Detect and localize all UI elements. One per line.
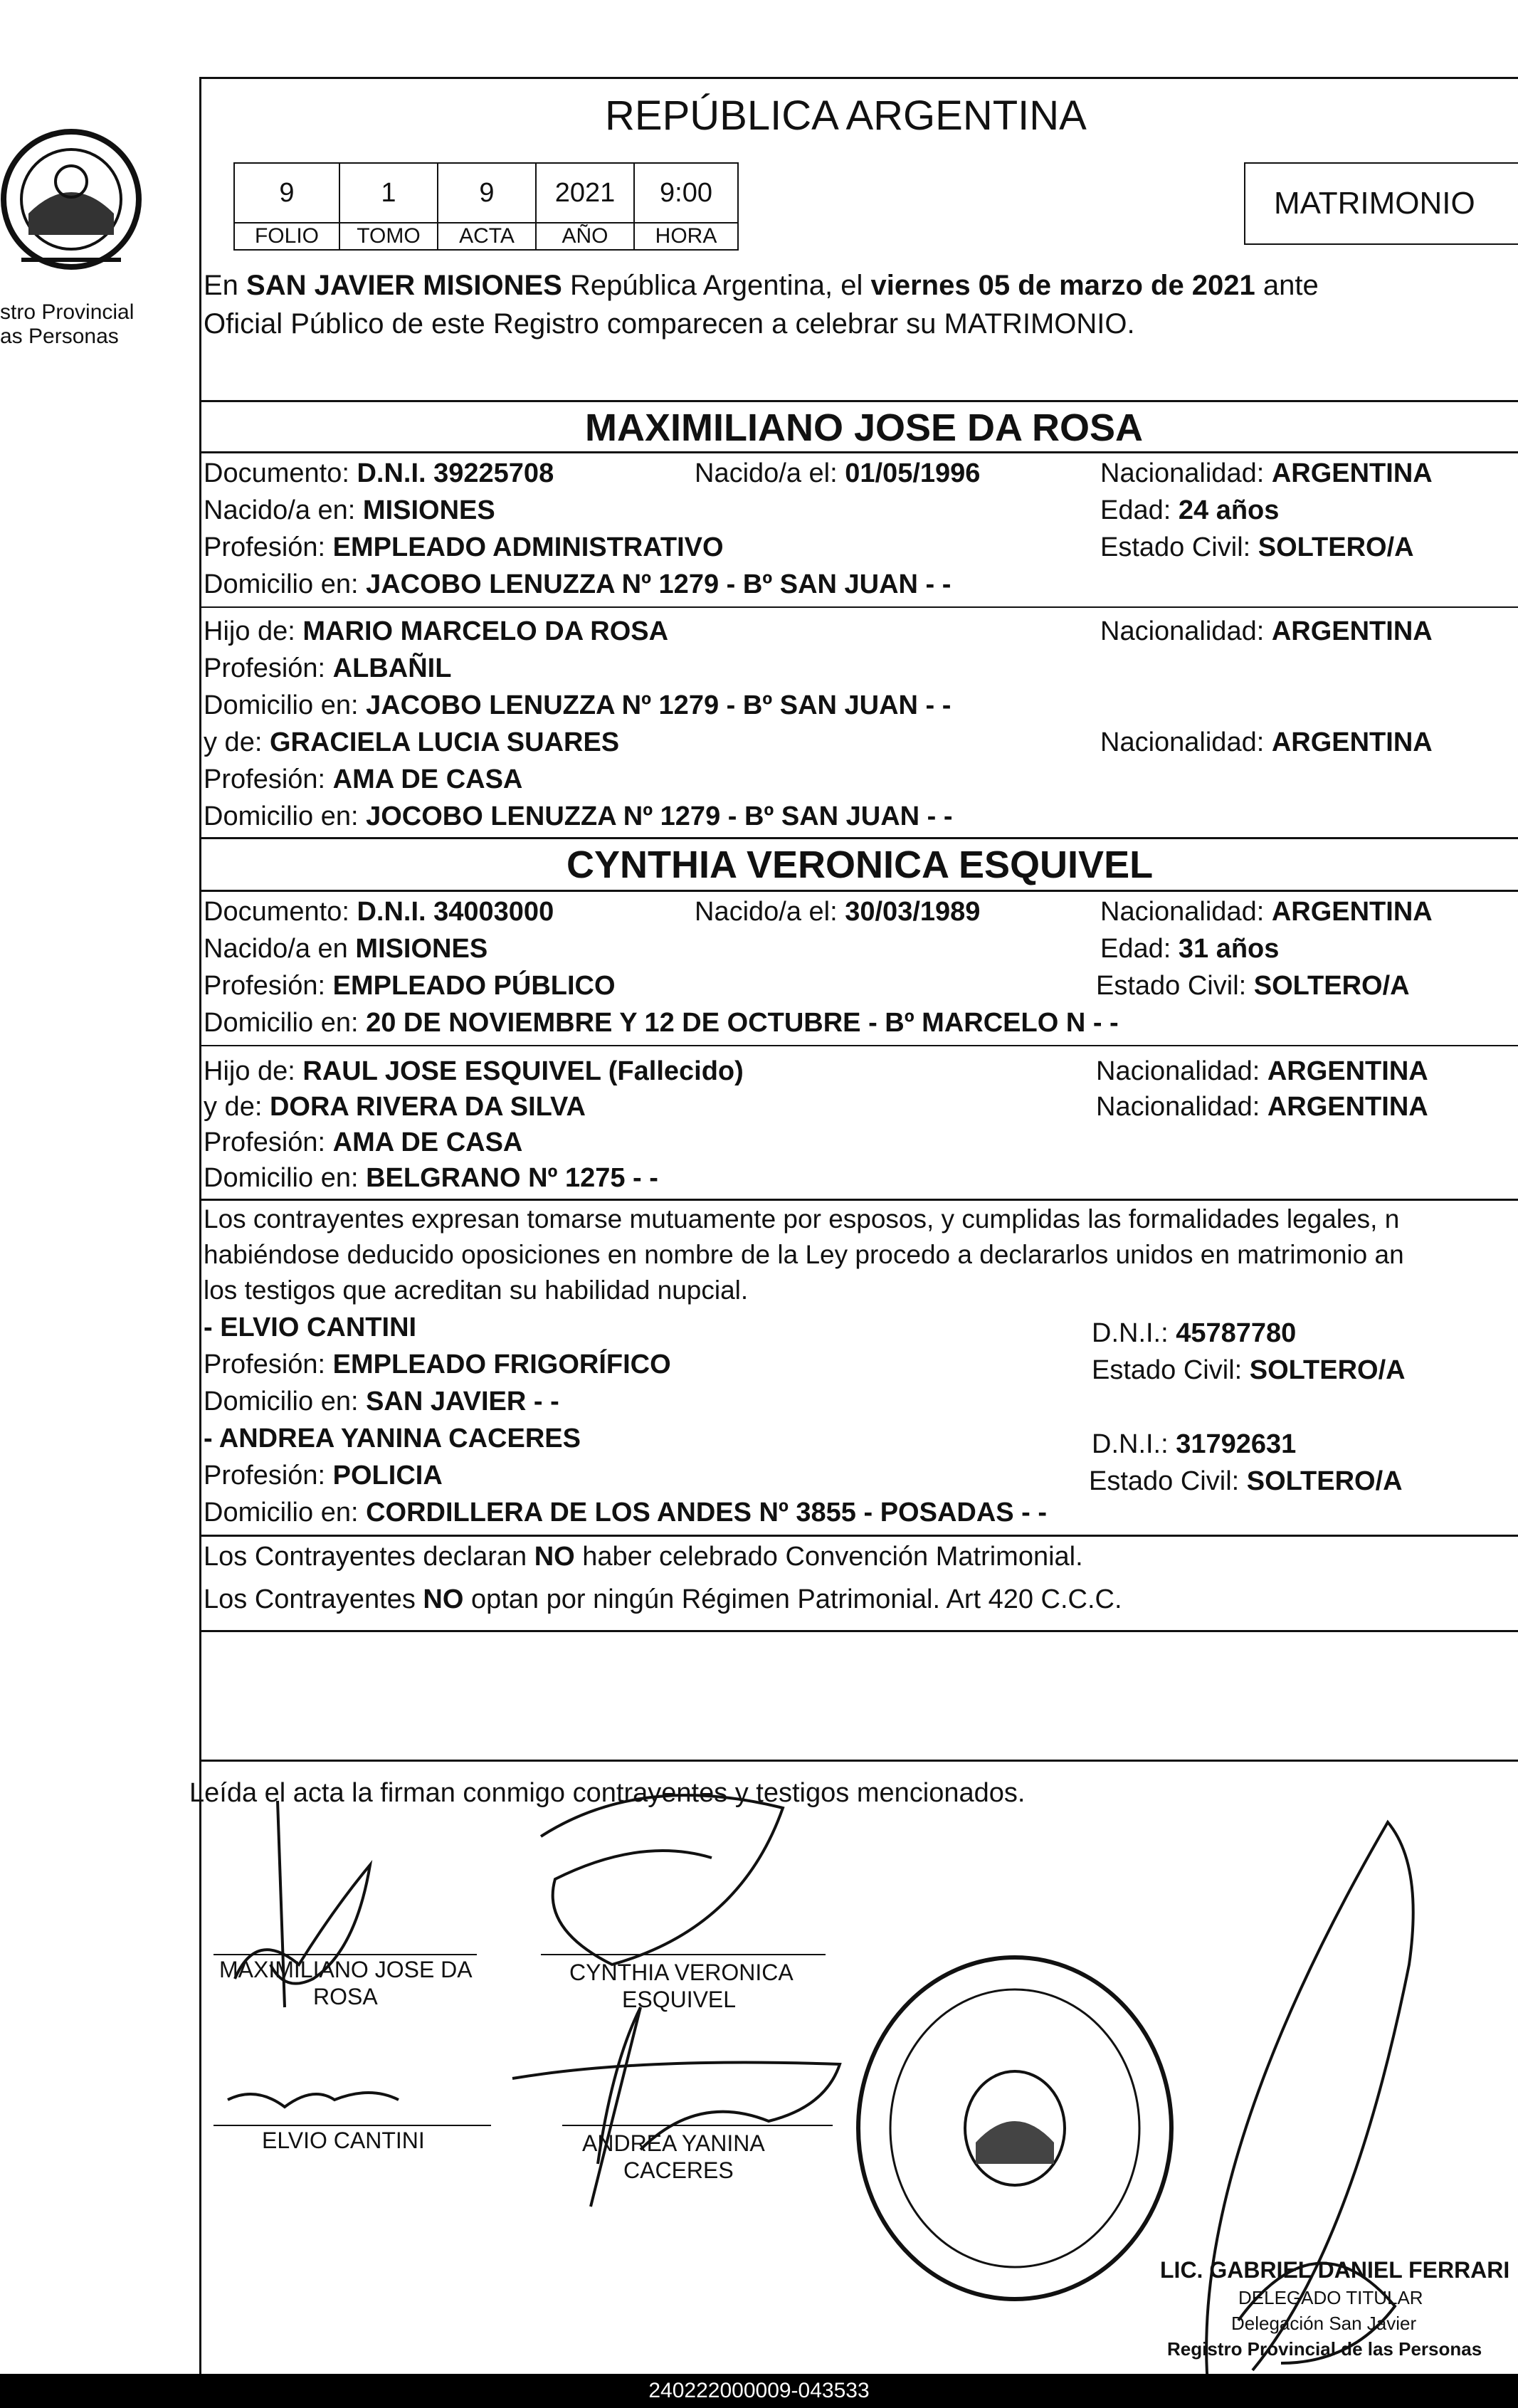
spouse1-profession <box>204 531 724 564</box>
label: Profesión: <box>204 971 333 1001</box>
label: Nacionalidad: <box>1100 727 1272 757</box>
divider <box>199 837 1518 839</box>
signature-name-1b: ROSA <box>313 1984 378 2009</box>
page-title: REPÚBLICA ARGENTINA <box>605 93 1087 139</box>
label: Profesión: <box>204 653 333 683</box>
spouse1-nationality <box>1100 457 1433 490</box>
text: Los Contrayentes declaran <box>204 1542 534 1572</box>
witness2-profession <box>204 1459 443 1492</box>
declaration-line-2: habiéndose deducido oposiciones en nombre de la Ley procedo a declararlos unidos en matrimonio an <box>204 1240 1404 1269</box>
signature-name-2a: CYNTHIA VERONICA <box>569 1960 794 1985</box>
value: SAN JAVIER - - <box>366 1387 559 1416</box>
value: BELGRANO Nº 1275 - - <box>366 1163 658 1193</box>
label: Estado Civil: <box>1089 1466 1247 1496</box>
divider <box>199 400 1518 402</box>
spouse2-born-date <box>695 895 980 928</box>
label: Domicilio en: <box>204 690 367 720</box>
value: POLICIA <box>332 1461 443 1490</box>
closing-statement: Leída el acta la firman conmigo contrayentes y testigos mencionados. <box>189 1778 1026 1808</box>
signature-line <box>562 2125 833 2126</box>
value: ALBAÑIL <box>332 653 452 683</box>
value: EMPLEADO PÚBLICO <box>332 971 616 1001</box>
value: SOLTERO/A <box>1249 1355 1406 1385</box>
tomo-label: TOMO <box>339 222 438 251</box>
spouse2-age <box>1100 932 1279 965</box>
emphasis: NO <box>534 1542 575 1572</box>
witness2-address <box>204 1496 1047 1529</box>
spouse2-address <box>204 1006 1119 1039</box>
acta-label: ACTA <box>437 222 537 251</box>
declaration-line-1: Los contrayentes expresan tomarse mutuamente por esposos, y cumplidas las formalidades legales, n <box>204 1204 1400 1234</box>
label: Nacido/a en: <box>204 495 363 525</box>
label: Edad: <box>1100 495 1179 525</box>
hora-label: HORA <box>633 222 739 251</box>
value: 31 años <box>1178 934 1280 964</box>
spouse1-mother-address <box>204 800 953 833</box>
text: haber celebrado Convención Matrimonial. <box>574 1542 1083 1572</box>
label: Domicilio en: <box>204 1387 367 1416</box>
value: 31792631 <box>1176 1429 1297 1459</box>
official-name: LIC. GABRIEL DANIEL FERRARI <box>1160 2257 1510 2283</box>
spouse2-mother-address <box>204 1162 658 1194</box>
label: Estado Civil: <box>1100 532 1258 562</box>
clause-convention <box>204 1540 1083 1573</box>
signature-name-4b: CACERES <box>623 2157 734 2183</box>
province-seal-icon <box>0 107 142 299</box>
value: 24 años <box>1178 495 1280 525</box>
spouse1-age <box>1100 494 1279 527</box>
spouse1-document <box>204 457 554 490</box>
signature-line <box>214 1954 477 1955</box>
label: Documento: <box>204 897 357 927</box>
value: 30/03/1989 <box>845 897 981 927</box>
label: Documento: <box>204 458 357 488</box>
value: ARGENTINA <box>1267 1056 1428 1086</box>
label: Domicilio en: <box>204 1163 367 1193</box>
spouse1-father <box>204 615 668 648</box>
value: DORA RIVERA DA SILVA <box>269 1092 586 1122</box>
label: Domicilio en: <box>204 1498 367 1528</box>
intro-text-a: En <box>204 270 247 301</box>
seal-label-2: as Personas <box>0 325 119 348</box>
label: Nacionalidad: <box>1096 1056 1267 1086</box>
value: AMA DE CASA <box>332 1127 523 1157</box>
label: Estado Civil: <box>1092 1355 1250 1385</box>
signature-line <box>214 2125 491 2126</box>
value: MARIO MARCELO DA ROSA <box>302 616 669 646</box>
official-role: DELEGADO TITULAR <box>1238 2287 1423 2308</box>
witness2-name: - ANDREA YANINA CACERES <box>204 1424 581 1453</box>
folio-value: 9 <box>233 162 340 224</box>
value: ARGENTINA <box>1271 458 1433 488</box>
label: Nacionalidad: <box>1100 897 1272 927</box>
value: 01/05/1996 <box>845 458 981 488</box>
spouse2-profession <box>204 969 616 1002</box>
intro-text-b: República Argentina, el <box>562 270 871 301</box>
spouse2-document <box>204 895 554 928</box>
divider <box>199 1045 1518 1046</box>
label: Nacionalidad: <box>1096 1092 1267 1122</box>
witness1-profession <box>204 1348 671 1381</box>
form-top-border <box>199 77 1518 79</box>
value: D.N.I. 34003000 <box>357 897 554 927</box>
value: SOLTERO/A <box>1258 532 1414 562</box>
value: RAUL JOSE ESQUIVEL (Fallecido) <box>302 1056 744 1086</box>
signature-name-2b: ESQUIVEL <box>622 1987 737 2012</box>
label: Domicilio en: <box>204 569 367 599</box>
label: Profesión: <box>204 1461 333 1490</box>
label: Nacionalidad: <box>1100 616 1272 646</box>
witness1-civil-status <box>1092 1354 1406 1387</box>
spouse1-civil-status <box>1100 531 1414 564</box>
value: AMA DE CASA <box>332 764 523 794</box>
emphasis: NO <box>423 1584 464 1614</box>
intro-line-1 <box>204 269 1319 302</box>
label: Hijo de: <box>204 1056 303 1086</box>
value: EMPLEADO FRIGORÍFICO <box>332 1350 671 1379</box>
label: Profesión: <box>204 532 333 562</box>
value: GRACIELA LUCIA SUARES <box>269 727 620 757</box>
clause-regime <box>204 1583 1122 1616</box>
label: Edad: <box>1100 934 1179 964</box>
value: JACOBO LENUZZA Nº 1279 - Bº SAN JUAN - - <box>366 569 952 599</box>
witness1-address <box>204 1385 559 1418</box>
spouse2-mother-profession <box>204 1126 522 1159</box>
anio-label: AÑO <box>535 222 635 251</box>
spouse1-mother-nationality <box>1100 726 1433 759</box>
spouse2-father <box>204 1055 744 1088</box>
label: Nacido/a en <box>204 934 356 964</box>
value: JOCOBO LENUZZA Nº 1279 - Bº SAN JUAN - - <box>366 801 953 831</box>
official-office: Delegación San Javier <box>1231 2313 1417 2334</box>
divider <box>199 1199 1518 1201</box>
spouse1-name: MAXIMILIANO JOSE DA ROSA <box>585 406 1144 449</box>
label: Nacido/a el: <box>695 458 845 488</box>
intro-place: SAN JAVIER MISIONES <box>246 270 562 301</box>
value: 20 DE NOVIEMBRE Y 12 DE OCTUBRE - Bº MARCELO N - - <box>366 1008 1119 1038</box>
label: Profesión: <box>204 1350 333 1379</box>
spouse2-civil-status <box>1096 969 1410 1002</box>
spouse1-father-profession <box>204 652 451 685</box>
registry-seal <box>851 1950 1179 2306</box>
registry-seal-icon <box>851 1950 1179 2306</box>
label: Estado Civil: <box>1096 971 1254 1001</box>
value: ARGENTINA <box>1271 616 1433 646</box>
spouse1-born-date <box>695 457 980 490</box>
spouse1-mother-profession <box>204 763 522 796</box>
spouse2-nationality <box>1100 895 1433 928</box>
label: Domicilio en: <box>204 1008 367 1038</box>
intro-text-c: ante <box>1255 270 1319 301</box>
label: Hijo de: <box>204 616 303 646</box>
intro-date: viernes 05 de marzo de 2021 <box>870 270 1255 301</box>
tomo-value: 1 <box>339 162 438 224</box>
value: 45787780 <box>1176 1318 1297 1348</box>
text: Los Contrayentes <box>204 1584 423 1614</box>
label: Profesión: <box>204 1127 333 1157</box>
witness1-dni <box>1092 1317 1296 1350</box>
spouse1-mother <box>204 726 619 759</box>
label: D.N.I.: <box>1092 1318 1176 1348</box>
divider <box>199 1535 1518 1537</box>
value: JACOBO LENUZZA Nº 1279 - Bº SAN JUAN - - <box>366 690 952 720</box>
label: Nacionalidad: <box>1100 458 1272 488</box>
spouse2-name: CYNTHIA VERONICA ESQUIVEL <box>566 843 1154 886</box>
spouse2-mother <box>204 1090 586 1123</box>
spouse1-father-nationality <box>1100 615 1433 648</box>
witness2-dni <box>1092 1428 1296 1461</box>
label: Nacido/a el: <box>695 897 845 927</box>
signature-line <box>541 1954 826 1955</box>
value: CORDILLERA DE LOS ANDES Nº 3855 - POSADAS - - <box>366 1498 1048 1528</box>
witness2-civil-status <box>1089 1465 1403 1498</box>
record-type-box: MATRIMONIO <box>1244 162 1518 245</box>
spouse2-birthplace <box>204 932 487 965</box>
label: y de: <box>204 727 270 757</box>
spouse2-mother-nationality <box>1096 1090 1428 1123</box>
value: MISIONES <box>362 495 495 525</box>
signature-name-3: ELVIO CANTINI <box>262 2128 425 2153</box>
spouse2-father-nationality <box>1096 1055 1428 1088</box>
divider <box>199 890 1518 892</box>
official-registry: Registro Provincial de las Personas <box>1167 2338 1482 2360</box>
left-seal <box>0 107 142 348</box>
value: EMPLEADO ADMINISTRATIVO <box>332 532 724 562</box>
value: SOLTERO/A <box>1246 1466 1403 1496</box>
spouse1-father-address <box>204 689 951 722</box>
divider <box>199 1630 1518 1632</box>
value: ARGENTINA <box>1267 1092 1428 1122</box>
value: SOLTERO/A <box>1253 971 1410 1001</box>
seal-label-1: stro Provincial <box>0 300 135 324</box>
folio-label: FOLIO <box>233 222 340 251</box>
value: ARGENTINA <box>1271 897 1433 927</box>
text: optan por ningún Régimen Patrimonial. Art 420 C.C.C. <box>463 1584 1122 1614</box>
spouse1-address <box>204 568 951 601</box>
value: ARGENTINA <box>1271 727 1433 757</box>
label: Domicilio en: <box>204 801 367 831</box>
intro-line-2: Oficial Público de este Registro comparecen a celebrar su MATRIMONIO. <box>204 308 1135 340</box>
witness1-name: - ELVIO CANTINI <box>204 1313 417 1342</box>
anio-value: 2021 <box>535 162 635 224</box>
declaration-line-3: los testigos que acreditan su habilidad nupcial. <box>204 1276 749 1305</box>
signature-name-4a: ANDREA YANINA <box>582 2130 765 2156</box>
label: y de: <box>204 1092 270 1122</box>
value: MISIONES <box>355 934 488 964</box>
acta-value: 9 <box>437 162 537 224</box>
document-id-bar: 240222000009-043533 <box>0 2374 1518 2408</box>
label: Profesión: <box>204 764 333 794</box>
label: D.N.I.: <box>1092 1429 1176 1459</box>
value: D.N.I. 39225708 <box>357 458 554 488</box>
signature-name-1a: MAXIMILIANO JOSE DA <box>219 1957 473 1982</box>
divider <box>199 606 1518 608</box>
spouse1-birthplace <box>204 494 495 527</box>
divider <box>199 451 1518 453</box>
hora-value: 9:00 <box>633 162 739 224</box>
